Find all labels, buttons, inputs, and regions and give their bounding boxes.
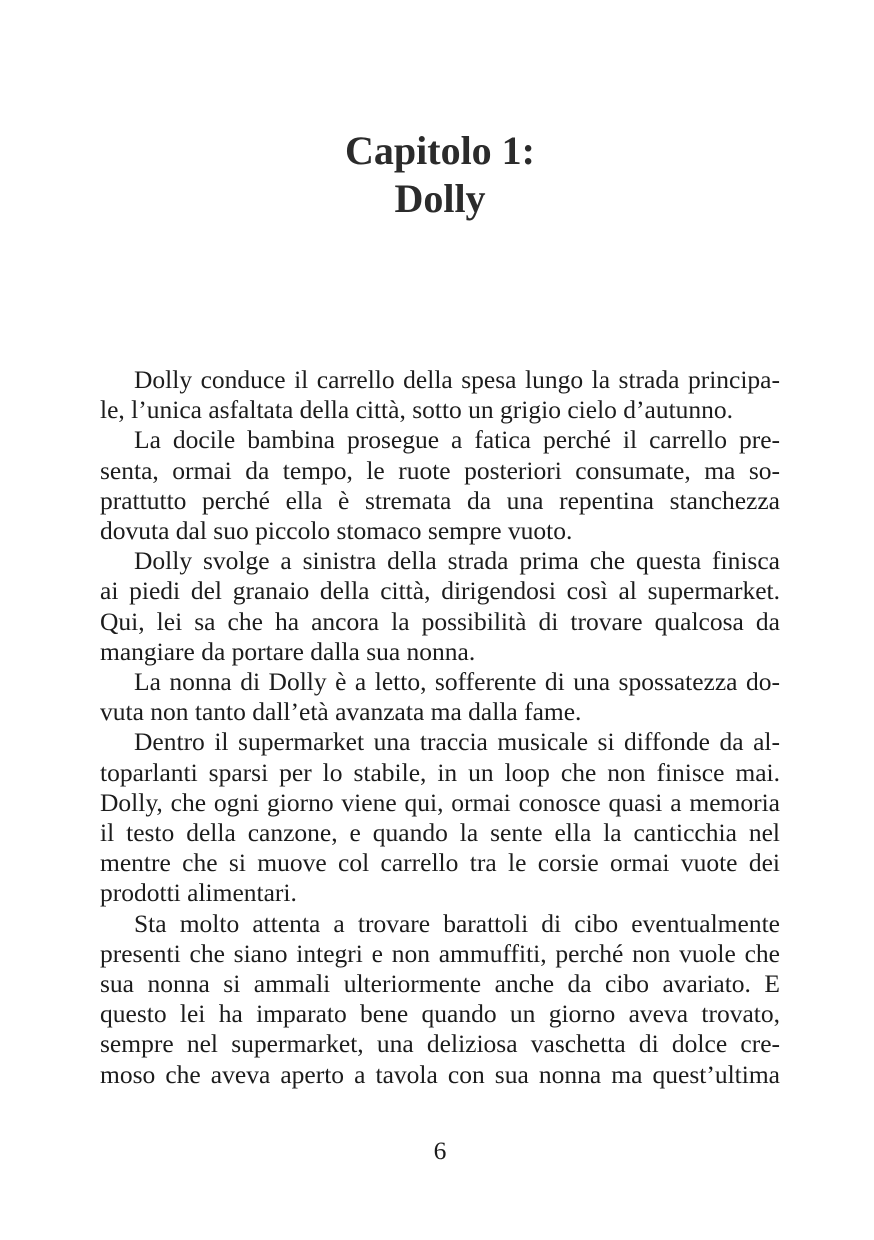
text-line: Sta molto attenta a trovare barattoli di cibo eventualmente <box>134 908 780 938</box>
text-line: La nonna di Dolly è a letto, sofferente di una spossatezza do- <box>134 667 780 697</box>
paragraph <box>100 727 780 908</box>
paragraph <box>100 667 780 727</box>
text-line: il testo della canzone, e quando la sente ella la canticchia nel <box>100 818 780 848</box>
text-line: La docile bambina prosegue a fatica perché il carrello pre- <box>134 425 780 455</box>
chapter-body <box>100 365 780 1090</box>
page-number: 6 <box>433 1136 447 1165</box>
text-line: prattutto perché ella è stremata da una repentina stanchezza <box>100 485 780 515</box>
text-line: dovuta dal suo piccolo stomaco sempre vuoto. <box>100 516 573 546</box>
paragraph <box>100 909 780 1090</box>
text-line: Qui, lei sa che ha ancora la possibilità di trovare qualcosa da <box>100 606 780 636</box>
text-line: ai piedi del granaio della città, dirigendosi così al supermarket. <box>100 576 780 606</box>
text-line: presenti che siano integri e non ammuffiti, perché non vuole che <box>100 938 780 968</box>
text-line: Dolly svolge a sinistra della strada prima che questa finisca <box>134 546 780 576</box>
paragraph <box>100 546 780 667</box>
paragraph <box>100 425 780 546</box>
text-line: Dolly conduce il carrello della spesa lungo la strada principa- <box>134 365 780 394</box>
text-line: le, l’unica asfaltata della città, sotto un grigio cielo d’autunno. <box>100 395 734 425</box>
chapter-title <box>100 127 780 223</box>
text-line: sempre nel supermarket, una deliziosa vaschetta di dolce cre- <box>100 1029 780 1059</box>
text-line: vuta non tanto dall’età avanzata ma dalla fame. <box>100 697 582 727</box>
text-line: questo lei ha imparato bene quando un giorno aveva trovato, <box>100 999 780 1029</box>
text-line: sua nonna si ammali ulteriormente anche da cibo avariato. E <box>100 969 780 999</box>
chapter-title-line1: Capitolo 1: <box>345 128 535 173</box>
text-line: Dolly, che ogni giorno viene qui, ormai conosce quasi a memoria <box>100 787 780 817</box>
text-line: toparlanti sparsi per lo stabile, in un loop che non finisce mai. <box>100 757 780 787</box>
text-line: mentre che si muove col carrello tra le corsie ormai vuote dei <box>100 848 780 878</box>
chapter-title-line2: Dolly <box>394 176 486 221</box>
text-line: prodotti alimentari. <box>100 878 297 908</box>
paragraph <box>100 365 780 425</box>
text-line: moso che aveva aperto a tavola con sua nonna ma quest’ultima <box>100 1059 780 1089</box>
text-line: senta, ormai da tempo, le ruote posteriori consumate, ma so- <box>100 455 780 485</box>
text-line: mangiare da portare dalla sua nonna. <box>100 636 476 666</box>
text-line: Dentro il supermarket una traccia musicale si diffonde da al- <box>134 727 780 757</box>
